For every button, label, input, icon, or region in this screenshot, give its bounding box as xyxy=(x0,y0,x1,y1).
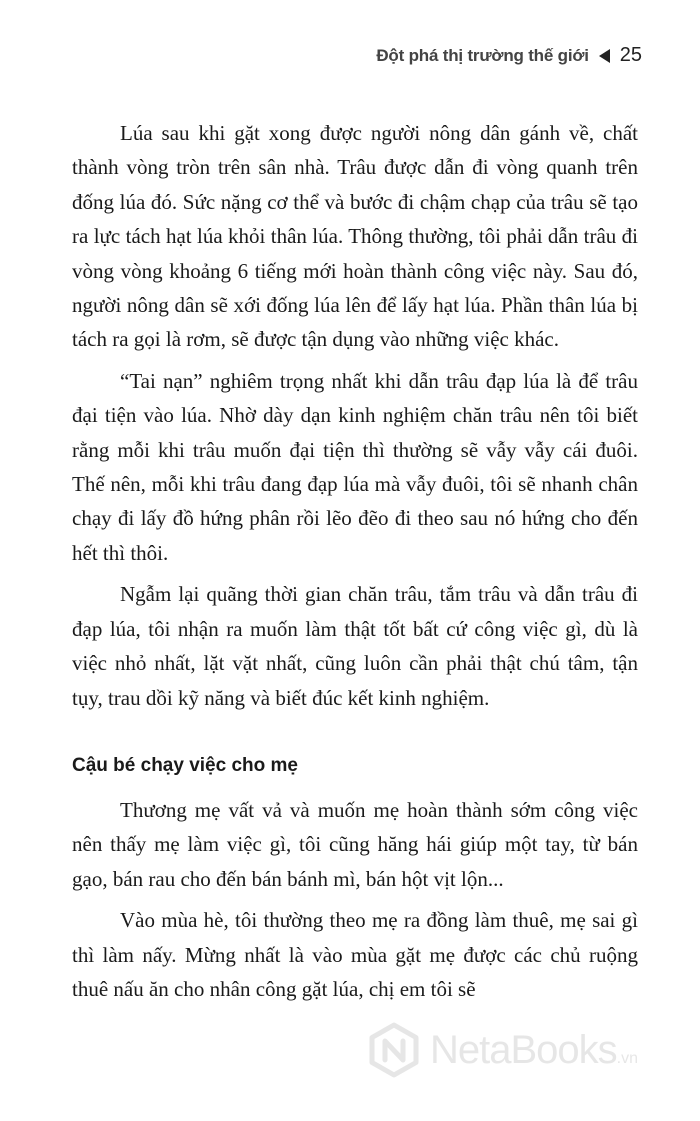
paragraph-3: Ngẫm lại quãng thời gian chăn trâu, tắm trâu và dẫn trâu đi đạp lúa, tôi nhận ra muốn làm thật tốt bất cứ công việc gì, dù là việc nhỏ nhất, lặt vặt nhất, cũng luôn cần phải thật chú tâm, tận tụy, trau dồi kỹ năng và biết đúc kết kinh nghiệm. xyxy=(72,582,638,710)
arrow-left-icon xyxy=(599,49,610,63)
running-head xyxy=(376,44,642,67)
page-number: 25 xyxy=(619,44,642,66)
paragraph-4: Thương mẹ vất vả và muốn mẹ hoàn thành sớm công việc nên thấy mẹ làm việc gì, tôi cũng hăng hái giúp một tay, từ bán gạo, bán rau cho đến bán bánh mì, bán hột vịt lộn... xyxy=(72,797,638,891)
paragraph-5: Vào mùa hè, tôi thường theo mẹ ra đồng làm thuê, mẹ sai gì thì làm nấy. Mừng nhất là vào mùa gặt mẹ được các chủ ruộng thuê nấu ăn cho nhân công gặt lúa, chị em tôi sẽ xyxy=(72,908,638,1001)
running-title: Đột phá thị trường thế giới xyxy=(376,45,589,65)
paragraph-2: “Tai nạn” nghiêm trọng nhất khi dẫn trâu đạp lúa là để trâu đại tiện vào lúa. Nhờ dày dạn kinh nghiệm chăn trâu nên tôi biết rằng mỗi khi trâu muốn đại tiện thì thường sẽ vẫy vẫy cái đuôi. Thế nên, mỗi khi trâu đang đạp lúa mà vẫy đuôi, tôi sẽ nhanh chân chạy đi lấy đồ hứng phân rồi lẽo đẽo đi theo sau nó hứng cho đến hết thì thôi. xyxy=(72,368,638,565)
watermark xyxy=(366,1022,638,1078)
watermark-text: NetaBooks.vn xyxy=(430,1027,639,1072)
page-body xyxy=(72,116,638,1006)
paragraph-1: Lúa sau khi gặt xong được người nông dân gánh về, chất thành vòng tròn trên sân nhà. Trâu được dẫn đi vòng quanh trên đống lúa đó. Sức nặng cơ thể và bước đi chậm chạp của trâu sẽ tạo ra lực tách hạt lúa khỏi thân lúa. Thông thường, tôi phải dẫn trâu đi vòng vòng khoảng 6 tiếng mới hoàn thành công việc này. Sau đó, người nông dân sẽ xới đống lúa lên để lấy hạt lúa. Phần thân lúa bị tách ra gọi là rơm, sẽ được tận dụng vào những việc khác. xyxy=(72,121,638,352)
netabooks-logo-icon xyxy=(366,1022,422,1078)
section-heading: Cậu bé chạy việc cho mẹ xyxy=(72,754,298,776)
